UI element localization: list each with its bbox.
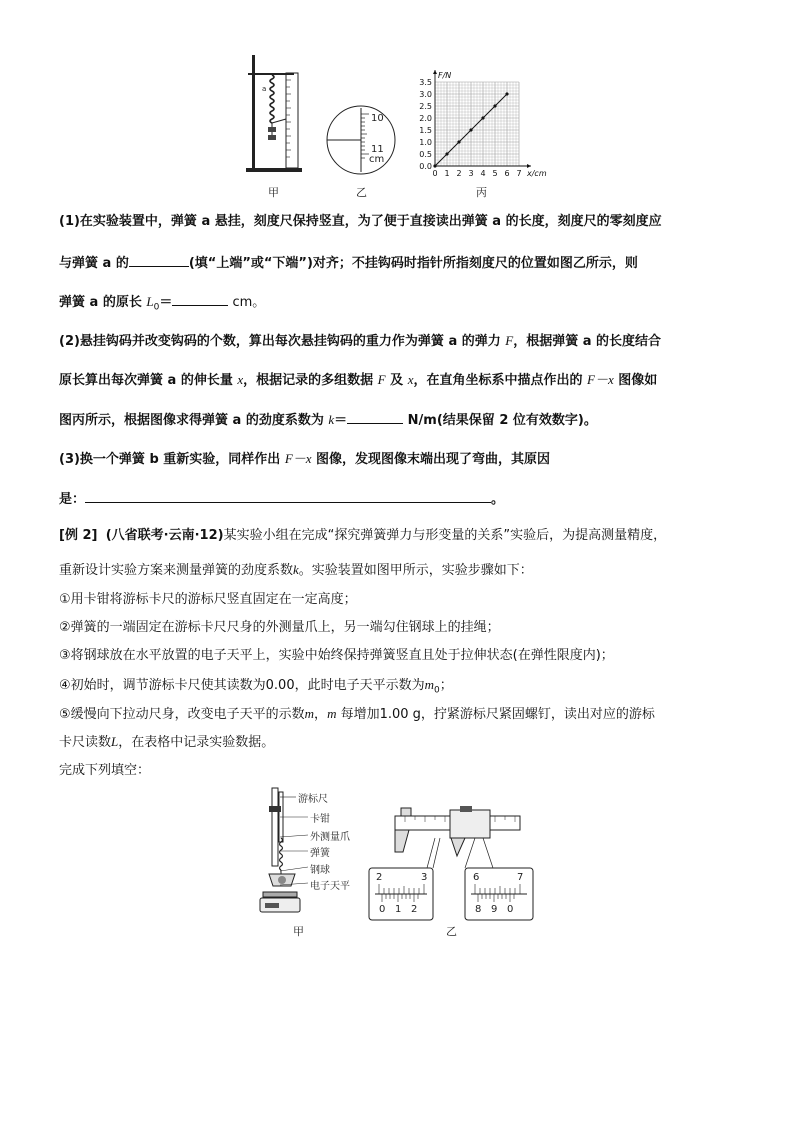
answer-blank-reason[interactable] — [85, 488, 491, 503]
ex2-step1: ①用卡钳将游标卡尺的游标尺竖直固定在一定高度； — [59, 592, 357, 607]
label-steel-ball: 钢球 — [310, 865, 330, 876]
zoom-tick-10: 10 — [371, 113, 384, 124]
y-tick-label: 0.5 — [419, 150, 432, 159]
x-tick-label: 4 — [480, 169, 486, 178]
x-tick-label: 2 — [456, 169, 462, 178]
x-tick-label: 3 — [468, 169, 474, 178]
box2-top-7: 7 — [517, 872, 524, 883]
ex2-step2: ②弹簧的一端固定在游标卡尺尺身的外测量爪上，另一端勾住钢球上的挂绳； — [59, 620, 500, 635]
ex2-line1: [例 2] (八省联考·云南·12)某实验小组在完成“探究弹簧弹力与形变量的关系”实验后，为提高测量精度， — [59, 528, 667, 543]
q3-line1: (3)换一个弹簧 b 重新实验，同样作出 F－x 图像，发现图像末端出现了弯曲，其原因 — [59, 451, 551, 467]
label-vernier: 游标尺 — [298, 794, 328, 805]
figure-force-chart — [405, 66, 555, 184]
box1-bottom-2: 2 — [411, 904, 418, 915]
x-tick-label: 7 — [516, 169, 522, 178]
box2-bottom-0: 0 — [507, 904, 514, 915]
label-clamp: 卡钳 — [310, 814, 330, 825]
q2-line3: 图丙所示，根据图像求得弹簧 a 的劲度系数为 k＝ N/m(结果保留 2 位有效数字)。 — [59, 409, 597, 431]
y-tick-label: 1.5 — [419, 126, 432, 135]
answer-blank-end[interactable] — [129, 252, 189, 267]
x-tick-label: 1 — [444, 169, 450, 178]
q2-line1: (2)悬挂钩码并改变钩码的个数，算出每次悬挂钩码的重力作为弹簧 a 的弹力 F，根据弹簧 a 的长度结合 — [59, 333, 662, 349]
ex2-step4: ④初始时，调节游标卡尺使其读数为0.00，此时电子天平示数为$m_0$； — [59, 677, 453, 696]
data-point — [493, 104, 496, 107]
box2-top-6: 6 — [473, 872, 480, 883]
box1-bottom-1: 1 — [395, 904, 402, 915]
ex2-step3: ③将钢球放在水平放置的电子天平上，实验中始终保持弹簧竖直且处于拉伸状态(在弹性限度内)； — [59, 648, 614, 663]
x-tick-label: 0 — [432, 169, 438, 178]
label-balance: 电子天平 — [310, 881, 350, 892]
data-point — [457, 140, 460, 143]
figure-label-bottom-b: 乙 — [446, 925, 457, 938]
q2-line2: 原长算出每次弹簧 a 的伸长量 x，根据记录的多组数据 F 及 x，在直角坐标系中描点作出的 F－x 图像如 — [59, 372, 658, 388]
y-tick-label: 3.5 — [419, 78, 432, 87]
box1-top-2: 2 — [376, 872, 383, 883]
box1-top-3: 3 — [421, 872, 428, 883]
box2-bottom-9: 9 — [491, 904, 498, 915]
x-tick-label: 6 — [504, 169, 510, 178]
y-tick-label: 3.0 — [419, 90, 432, 99]
y-axis-label: F/N — [438, 71, 452, 80]
answer-blank-length[interactable] — [172, 291, 228, 306]
ex2-line2: 重新设计实验方案来测量弹簧的劲度系数k。实验装置如图甲所示，实验步骤如下： — [59, 562, 533, 578]
box1-bottom-0: 0 — [379, 904, 386, 915]
y-tick-label: 1.0 — [419, 138, 432, 147]
spring-label-a: a — [262, 85, 267, 93]
y-tick-label: 2.5 — [419, 102, 432, 111]
zoom-tick-11: 11 — [371, 144, 384, 155]
q3-line2: 是： 。 — [59, 488, 504, 510]
data-point — [433, 164, 436, 167]
data-point — [481, 116, 484, 119]
figure-spring-stand — [246, 55, 306, 180]
answer-blank-k[interactable] — [347, 409, 403, 424]
x-axis-arrow — [527, 164, 531, 168]
label-spring: 弹簧 — [310, 848, 330, 859]
x-axis-label: x/cm — [527, 169, 547, 178]
y-tick-label: 2.0 — [419, 114, 432, 123]
y-tick-label: 0.0 — [419, 162, 432, 171]
figure-label-c: 丙 — [476, 186, 487, 199]
x-tick-label: 5 — [492, 169, 498, 178]
ex2-fill: 完成下列填空： — [59, 763, 151, 778]
figure-zoom-circle — [325, 104, 397, 176]
zoom-unit: cm — [369, 154, 385, 165]
data-point — [445, 152, 448, 155]
ex2-step5: ⑤缓慢向下拉动尺身，改变电子天平的示数m，m 每增加1.00 g，拧紧游标尺紧固螺钉，读出对应的游标 — [59, 706, 655, 722]
y-axis-arrow — [433, 70, 437, 74]
figure-label-b: 乙 — [356, 186, 367, 199]
data-point — [505, 92, 508, 95]
label-outer-jaw: 外测量爪 — [310, 832, 350, 843]
figure-label-a: 甲 — [268, 186, 279, 199]
q1-line3: 弹簧 a 的原长 $L_0=$ cm。 — [59, 291, 265, 318]
ex2-step5-cont: 卡尺读数L，在表格中记录实验数据。 — [59, 734, 275, 750]
data-point — [469, 128, 472, 131]
figure-label-bottom-a: 甲 — [293, 925, 304, 938]
q1-line1: (1)在实验装置中，弹簧 a 悬挂，刻度尺保持竖直，为了便于直接读出弹簧 a 的长度，刻度尺的零刻度应 — [59, 214, 662, 229]
q1-line2: 与弹簧 a 的 (填“上端”或“下端”)对齐；不挂钩码时指针所指刻度尺的位置如图乙所示，则 — [59, 252, 638, 274]
label-leaders — [280, 793, 310, 888]
box2-bottom-8: 8 — [475, 904, 482, 915]
